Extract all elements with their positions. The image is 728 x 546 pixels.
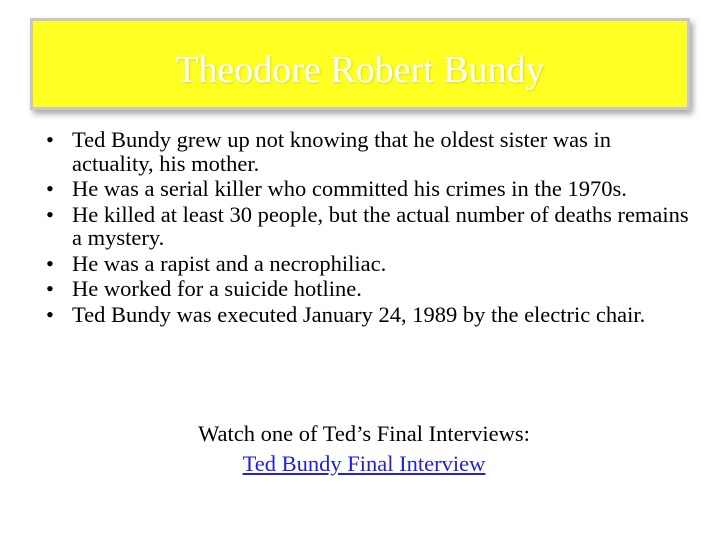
bullet-dot-icon: • <box>46 301 54 327</box>
bullet-item <box>46 128 696 175</box>
bullet-text: Ted Bundy was executed January 24, 1989 by the electric chair. <box>72 301 646 327</box>
bullet-item <box>46 177 696 201</box>
bullet-item <box>46 203 696 250</box>
bullet-item <box>46 277 696 301</box>
bullet-text: Ted Bundy grew up not knowing that he oldest sister was in actuality, his mother. <box>72 127 611 176</box>
slide-title: Theodore Robert Bundy <box>175 49 545 91</box>
bullet-text: He worked for a suicide hotline. <box>72 276 362 301</box>
bullet-list <box>46 128 696 328</box>
bullet-item <box>46 303 696 327</box>
bullet-text: He was a rapist and a necrophiliac. <box>72 250 387 276</box>
watch-caption: Watch one of Ted’s Final Interviews: <box>198 421 530 446</box>
bullet-text: He killed at least 30 people, but the actual number of deaths remains a mystery. <box>72 201 689 250</box>
interview-link[interactable]: Ted Bundy Final Interview <box>242 451 486 476</box>
bullet-item <box>46 252 696 276</box>
title-box <box>30 18 690 110</box>
bullet-dot-icon: • <box>46 201 54 227</box>
bullet-dot-icon: • <box>46 250 54 276</box>
bullet-text: He was a serial killer who committed his crimes in the 1970s. <box>72 176 627 201</box>
bullet-dot-icon: • <box>46 276 54 301</box>
bullet-dot-icon: • <box>46 127 54 152</box>
link-line <box>0 451 728 477</box>
bullet-dot-icon: • <box>46 176 54 201</box>
